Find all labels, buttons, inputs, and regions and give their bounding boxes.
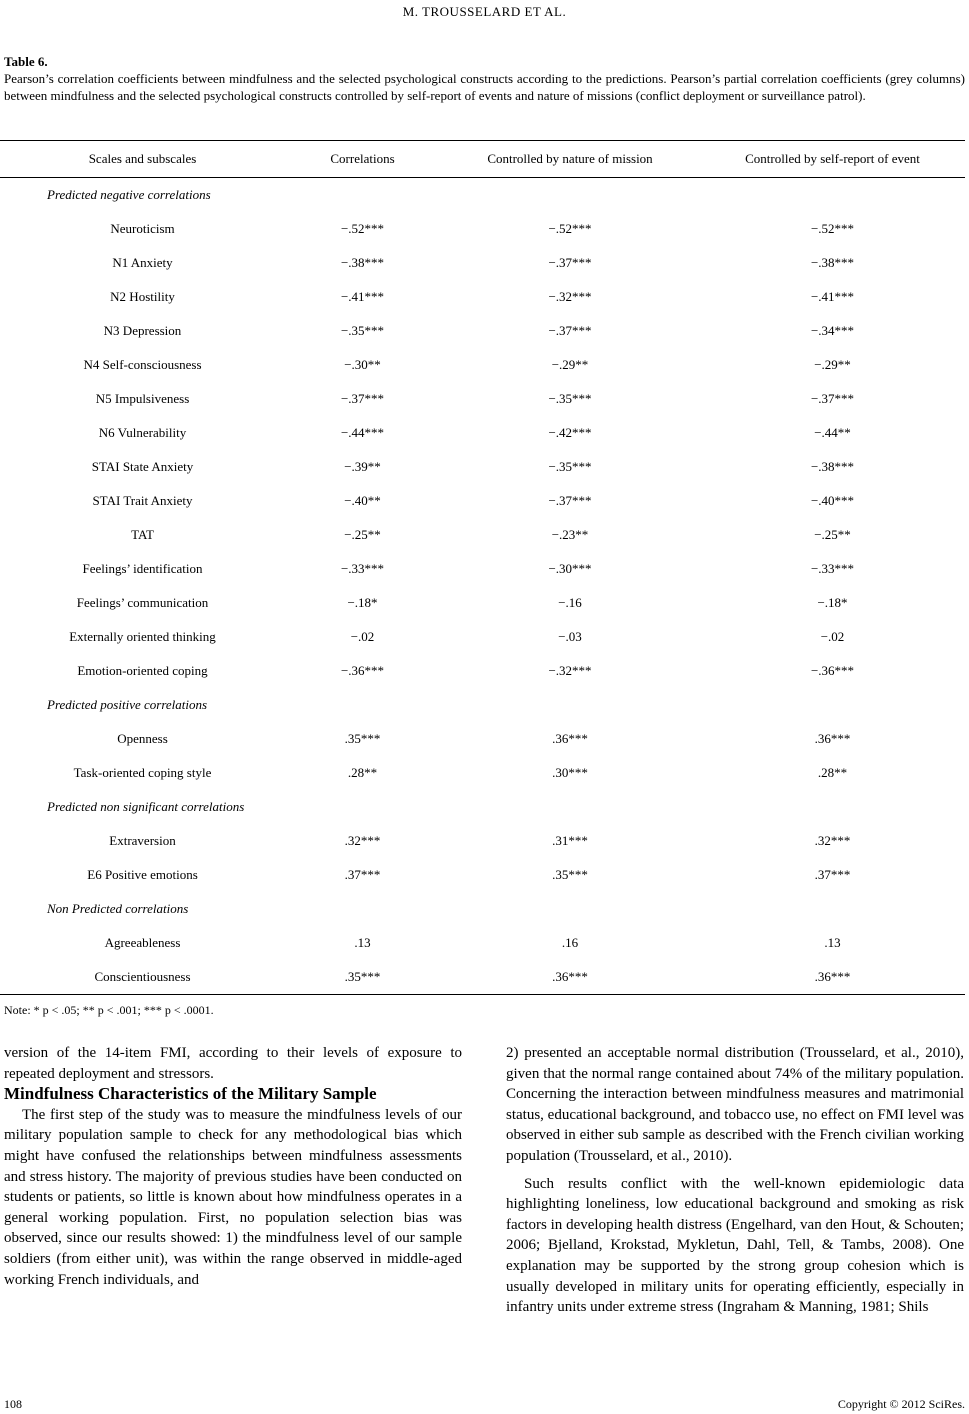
cell-nature-of-mission: −.37*** bbox=[548, 255, 592, 270]
header-nature-of-mission: Controlled by nature of mission bbox=[440, 141, 700, 178]
table-caption bbox=[4, 53, 965, 104]
page-number: 108 bbox=[4, 1397, 22, 1411]
table-caption-text: Pearson’s correlation coefficients between mindfulness and the selected psychological constructs according to the predictions. Pearson’s partial correlation coefficients (grey columns) between mindfulness and the selected psychological constructs controlled by self-report of events and nature of missions (conflict deployment or surveillance patrol). bbox=[4, 71, 965, 103]
cell-correlation: −.35*** bbox=[340, 323, 385, 338]
cell-self-report: .32*** bbox=[814, 833, 851, 848]
header-correlations: Correlations bbox=[285, 141, 440, 178]
cell-self-report: −.52*** bbox=[810, 221, 855, 236]
cell-nature-of-mission: −.32*** bbox=[548, 289, 592, 304]
cell-scale: Externally oriented thinking bbox=[69, 629, 216, 644]
cell-scale: N3 Depression bbox=[103, 323, 182, 338]
table-row bbox=[0, 620, 965, 654]
table-header-row bbox=[0, 141, 965, 178]
right-continuation-paragraph: 2) presented an acceptable normal distribution (Trousselard, et al., 2010), given that the normal range contained about 74% of the military population. Concerning the interaction between mindfulness measures and matrimonial status, educational background, and tobacco use, no effect on FMI level was observed in either sub sample as described with the French civilian working population (Trousselard, et al., 2010). bbox=[506, 1045, 964, 1164]
cell-correlation: −.40** bbox=[344, 493, 381, 508]
cell-self-report: −.40*** bbox=[810, 493, 855, 508]
group-row bbox=[0, 892, 965, 926]
cell-self-report: −.37*** bbox=[810, 391, 855, 406]
cell-scale: STAI State Anxiety bbox=[91, 459, 194, 474]
table-row bbox=[0, 858, 965, 892]
cell-self-report: .37*** bbox=[814, 867, 851, 882]
cell-correlation: −.02 bbox=[350, 629, 375, 644]
cell-scale: Agreeableness bbox=[104, 935, 181, 950]
cell-correlation: .35*** bbox=[285, 960, 440, 995]
cell-scale: E6 Positive emotions bbox=[87, 867, 198, 882]
cell-correlation: .37*** bbox=[344, 867, 381, 882]
cell-correlation: −.38*** bbox=[340, 255, 385, 270]
cell-self-report: −.38*** bbox=[810, 255, 855, 270]
cell-correlation: −.36*** bbox=[340, 663, 385, 678]
group-title: Non Predicted correlations bbox=[47, 901, 189, 916]
cell-nature-of-mission: −.42*** bbox=[548, 425, 592, 440]
cell-nature-of-mission: −.23** bbox=[551, 527, 589, 542]
table-label: Table 6. bbox=[4, 54, 48, 69]
group-row bbox=[0, 790, 965, 824]
cell-nature-of-mission: −.30*** bbox=[548, 561, 592, 576]
cell-correlation: −.41*** bbox=[340, 289, 385, 304]
cell-self-report: −.36*** bbox=[810, 663, 855, 678]
table-row bbox=[0, 280, 965, 314]
cell-nature-of-mission: −.37*** bbox=[548, 493, 592, 508]
cell-scale: Neuroticism bbox=[110, 221, 175, 236]
table-row bbox=[0, 926, 965, 960]
cell-self-report: −.29** bbox=[814, 357, 851, 372]
cell-self-report: −.41*** bbox=[810, 289, 855, 304]
cell-self-report: .28** bbox=[817, 765, 848, 780]
table-row bbox=[0, 824, 965, 858]
cell-correlation: .13 bbox=[354, 935, 371, 950]
cell-self-report: −.25** bbox=[814, 527, 851, 542]
group-title: Predicted non significant correlations bbox=[47, 799, 245, 814]
cell-nature-of-mission: −.29** bbox=[551, 357, 589, 372]
table-row bbox=[0, 722, 965, 756]
cell-correlation: −.18* bbox=[347, 595, 378, 610]
cell-self-report: .36*** bbox=[814, 731, 851, 746]
cell-scale: Extraversion bbox=[109, 833, 176, 848]
cell-correlation: −.44*** bbox=[340, 425, 385, 440]
cell-self-report: −.02 bbox=[820, 629, 845, 644]
cell-nature-of-mission: −.16 bbox=[558, 595, 582, 610]
group-title: Predicted positive correlations bbox=[47, 697, 208, 712]
cell-scale: N4 Self-consciousness bbox=[83, 357, 202, 372]
table-row bbox=[0, 756, 965, 790]
cell-correlation: −.33*** bbox=[340, 561, 385, 576]
cell-correlation: −.30** bbox=[344, 357, 381, 372]
table-row bbox=[0, 382, 965, 416]
cell-self-report: .13 bbox=[824, 935, 841, 950]
cell-scale: Feelings’ identification bbox=[82, 561, 203, 576]
cell-scale: TAT bbox=[131, 527, 154, 542]
cell-scale: Openness bbox=[117, 731, 168, 746]
cell-scale: Feelings’ communication bbox=[76, 595, 209, 610]
table-row bbox=[0, 314, 965, 348]
cell-correlation: .32*** bbox=[344, 833, 381, 848]
cell-nature-of-mission: −.03 bbox=[558, 629, 582, 644]
right-column bbox=[506, 1043, 964, 1318]
table-row bbox=[0, 552, 965, 586]
cell-scale: Task-oriented coping style bbox=[73, 765, 212, 780]
table-row bbox=[0, 484, 965, 518]
cell-nature-of-mission: −.52*** bbox=[548, 221, 592, 236]
table-row bbox=[0, 518, 965, 552]
cell-correlation: −.52*** bbox=[340, 221, 385, 236]
table-row bbox=[0, 246, 965, 280]
table-body bbox=[0, 178, 965, 995]
cell-self-report: −.33*** bbox=[810, 561, 855, 576]
cell-scale: N2 Hostility bbox=[110, 289, 175, 304]
table-row bbox=[0, 348, 965, 382]
table-row bbox=[0, 416, 965, 450]
cell-self-report: −.44** bbox=[814, 425, 851, 440]
cell-self-report: −.38*** bbox=[810, 459, 855, 474]
cell-nature-of-mission: .31*** bbox=[552, 833, 588, 848]
left-body-paragraph: The first step of the study was to measure the mindfulness levels of our military population sample to check for any methodological bias which might have confused the relationships between mindfulness assessments and stress history. The majority of previous studies have been conducted on students or patients, so little is known about how mindfulness operates in a general working population. First, no population selection bias was observed, since our results showed: 1) the mindfulness level of our sample soldiers (from either unit), was within the range observed in middle-aged working French individuals, and bbox=[4, 1106, 462, 1288]
running-head: M. TROUSSELARD ET AL. bbox=[402, 4, 567, 19]
left-column bbox=[4, 1043, 462, 1290]
cell-nature-of-mission: .35*** bbox=[552, 867, 588, 882]
group-row bbox=[0, 688, 965, 722]
table-row bbox=[0, 586, 965, 620]
group-row bbox=[0, 178, 965, 213]
table-row bbox=[0, 654, 965, 688]
cell-nature-of-mission: −.32*** bbox=[548, 663, 592, 678]
cell-correlation: .35*** bbox=[344, 731, 381, 746]
cell-correlation: −.25** bbox=[344, 527, 381, 542]
correlation-table bbox=[0, 140, 965, 995]
cell-scale: N5 Impulsiveness bbox=[95, 391, 190, 406]
table-row bbox=[0, 960, 965, 995]
group-title: Predicted negative correlations bbox=[47, 187, 211, 202]
right-body-paragraph: Such results conflict with the well-known epidemiologic data highlighting loneliness, low educational background and smoking as risk factors in developing health distress (Engelhard, van den Hout, & Schouten; 2006; Bjelland, Krokstad, Mykletun, Dahl, Tell, & Tambs, 2008). One explanation may be supported by the strong group cohesion which is usually developed in military units for operating efficiently, especially in infantry units under extreme stress (Ingraham & Manning, 1981; Shils bbox=[506, 1175, 964, 1316]
copyright: Copyright © 2012 SciRes. bbox=[837, 1397, 965, 1411]
cell-self-report: −.34*** bbox=[810, 323, 855, 338]
cell-scale: STAI Trait Anxiety bbox=[92, 493, 193, 508]
cell-nature-of-mission: −.37*** bbox=[548, 323, 592, 338]
header-scales: Scales and subscales bbox=[0, 141, 285, 178]
cell-correlation: −.39** bbox=[344, 459, 381, 474]
table-note: Note: * p < .05; ** p < .001; *** p < .0001. bbox=[4, 1003, 214, 1017]
cell-nature-of-mission: .36*** bbox=[440, 960, 700, 995]
cell-correlation: −.37*** bbox=[340, 391, 385, 406]
left-continuation-paragraph: version of the 14-item FMI, according to their levels of exposure to repeated deployment and stressors. bbox=[4, 1045, 462, 1082]
table-row bbox=[0, 450, 965, 484]
cell-nature-of-mission: −.35*** bbox=[548, 391, 592, 406]
cell-nature-of-mission: .30*** bbox=[552, 765, 588, 780]
cell-self-report: −.18* bbox=[817, 595, 848, 610]
header-self-report: Controlled by self-report of event bbox=[700, 141, 965, 178]
cell-self-report: .36*** bbox=[700, 960, 965, 995]
cell-correlation: .28** bbox=[347, 765, 378, 780]
cell-nature-of-mission: −.35*** bbox=[548, 459, 592, 474]
cell-scale: N1 Anxiety bbox=[112, 255, 173, 270]
section-heading: Mindfulness Characteristics of the Military Sample bbox=[4, 1084, 377, 1104]
cell-scale: Conscientiousness bbox=[0, 960, 285, 995]
cell-nature-of-mission: .36*** bbox=[552, 731, 588, 746]
table-row bbox=[0, 212, 965, 246]
cell-nature-of-mission: .16 bbox=[561, 935, 579, 950]
cell-scale: N6 Vulnerability bbox=[98, 425, 187, 440]
cell-scale: Emotion-oriented coping bbox=[77, 663, 208, 678]
